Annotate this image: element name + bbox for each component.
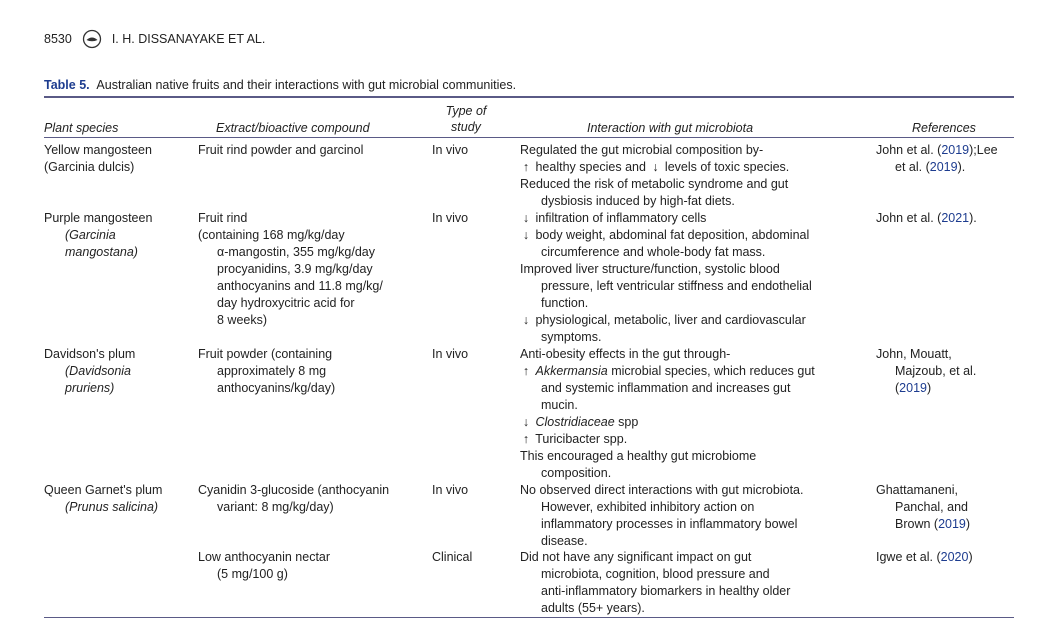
row1-study: In vivo <box>432 143 469 157</box>
row2-study: In vivo <box>432 211 469 225</box>
row3-extract: Fruit powder (containing approximately 8 mg anthocyanins/kg/day) <box>198 347 336 395</box>
row5-extract: Low anthocyanin nectar (5 mg/100 g) <box>198 550 331 581</box>
up-arrow-icon: ↑ <box>522 432 530 446</box>
row1-extract: Fruit rind powder and garcinol <box>198 143 364 157</box>
running-head-authors: I. H. DISSANAYAKE ET AL. <box>111 32 266 46</box>
ref-link[interactable]: 2019 <box>941 143 970 157</box>
row4-interaction: No observed direct interactions with gut microbiota. However, exhibited inhibitory action on inflammatory processes in inflammatory bowel disease. <box>520 483 804 548</box>
down-arrow-icon: ↓ <box>522 313 530 327</box>
row2-references: John et al. (2021). <box>876 211 977 225</box>
down-arrow-icon: ↓ <box>522 211 530 225</box>
down-arrow-icon: ↓ <box>652 160 659 174</box>
row1-species: Yellow mangosteen (Garcinia dulcis) <box>44 143 152 174</box>
header-references: References <box>912 121 976 135</box>
ref-link[interactable]: 2021 <box>941 211 970 225</box>
row3-study: In vivo <box>432 347 469 361</box>
journal-logo-icon[interactable] <box>82 29 102 49</box>
row1-interaction: Regulated the gut microbial composition by- ↑ healthy species and ↓ levels of toxic species. Reduced the risk of metabolic syndrome and gut dysbiosis induced by high-fat diets. <box>520 143 790 208</box>
ref-link[interactable]: 2019 <box>899 381 927 395</box>
down-arrow-icon: ↓ <box>522 228 530 242</box>
up-arrow-icon: ↑ <box>522 364 530 378</box>
row5-interaction: Did not have any significant impact on gut microbiota, cognition, blood pressure and anti-inflammatory biomarkers in healthy older adults (55+ years). <box>520 550 791 615</box>
row2-species: Purple mangosteen (Garcinia mangostana) <box>44 211 153 259</box>
row4-species: Queen Garnet's plum (Prunus salicina) <box>44 483 163 514</box>
up-arrow-icon: ↑ <box>522 160 530 174</box>
row5-references: Igwe et al. (2020) <box>876 550 973 564</box>
ref-link[interactable]: 2019 <box>929 160 958 174</box>
table-caption-text: Australian native fruits and their interactions with gut microbial communities. <box>96 78 517 92</box>
table-top-rule <box>44 96 1014 98</box>
header-type-of-study: Type of study <box>445 104 487 134</box>
ref-link[interactable]: 2019 <box>938 517 966 531</box>
table-label: Table 5. <box>44 78 90 92</box>
row3-references: John, Mouatt, Majzoub, et al. (2019) <box>876 347 977 395</box>
row3-interaction: Anti-obesity effects in the gut through- ↑ Akkermansia microbial species, which reduces gut and systemic inflammation and increases gut mucin. ↓ Clostridiaceae spp ↑ Turicibacter spp. This encouraged a healthy gut microbiome composition. <box>520 347 815 480</box>
row4-references: Ghattamaneni, Panchal, and Brown (2019) <box>876 483 971 531</box>
row2-extract: Fruit rind (containing 168 mg/kg/day α-mangostin, 355 mg/kg/day procyanidins, 3.9 mg/kg/day anthocyanins and 11.8 mg/kg/ day hydroxycitric acid for 8 weeks) <box>198 211 383 327</box>
row4-study: In vivo <box>432 483 469 497</box>
header-interaction: Interaction with gut microbiota <box>587 121 754 135</box>
table-bottom-rule <box>44 617 1014 618</box>
row3-species: Davidson's plum (Davidsonia pruriens) <box>44 347 136 395</box>
row4-extract: Cyanidin 3-glucoside (anthocyanin variant: 8 mg/kg/day) <box>198 483 390 514</box>
row2-interaction: ↓ infiltration of inflammatory cells ↓ body weight, abdominal fat deposition, abdominal circumference and whole-body fat mass. Improved liver structure/function, systolic blood pressure, left ventricular stiffness and endothelial function. ↓ physiological, metabolic, liver and cardiovascular symptoms. <box>520 211 812 344</box>
header-plant-species: Plant species <box>44 121 119 135</box>
running-head <box>44 29 265 49</box>
table-caption <box>44 78 516 92</box>
page-number: 8530 <box>44 32 72 46</box>
down-arrow-icon: ↓ <box>522 415 530 429</box>
ref-link[interactable]: 2020 <box>940 550 969 564</box>
row5-study: Clinical <box>432 550 473 564</box>
row1-references: John et al. (2019);Lee et al. (2019). <box>876 143 998 174</box>
header-extract: Extract/bioactive compound <box>216 121 370 135</box>
table-header-rule <box>44 137 1014 138</box>
